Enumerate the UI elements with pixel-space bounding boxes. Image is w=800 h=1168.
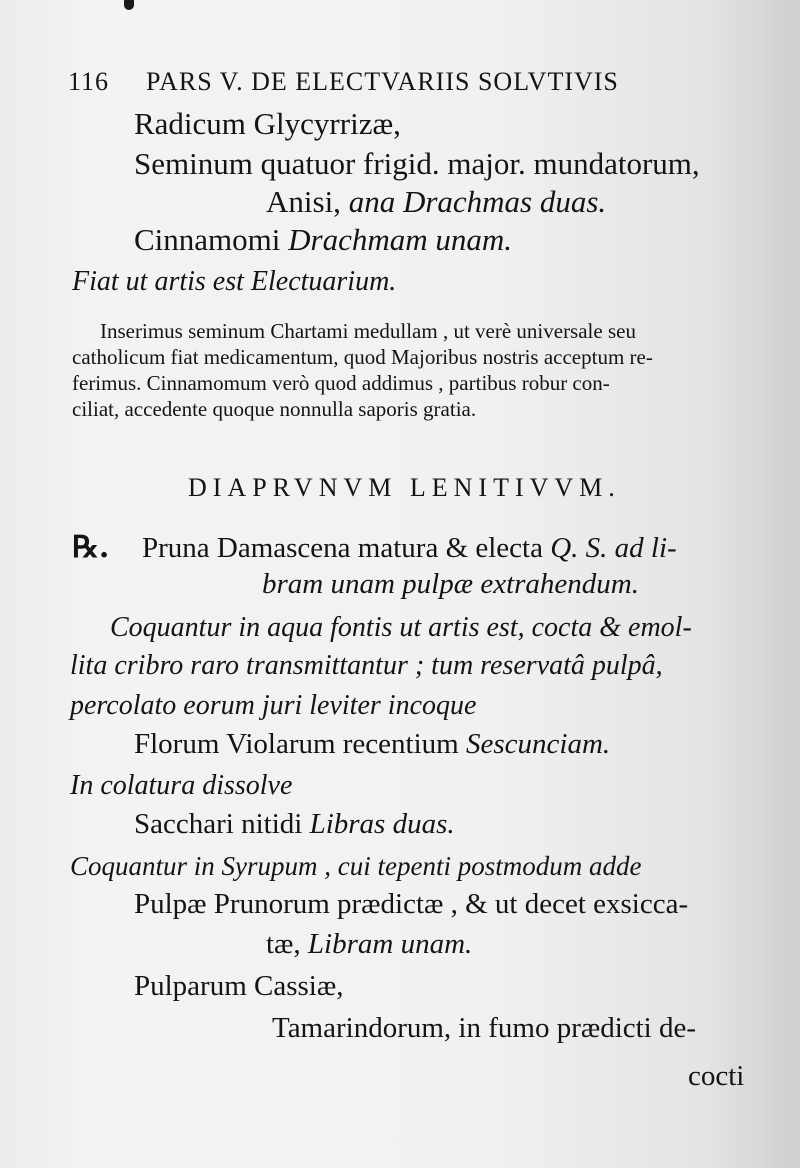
text-line: percolato eorum juri leviter incoque	[70, 690, 477, 721]
running-title: PARS V. DE ELECTVARIIS SOLVTIVIS	[146, 67, 619, 96]
ink-blot	[124, 0, 134, 10]
text-line: Radicum Glycyrrizæ,	[134, 106, 401, 141]
note-line: ciliat, accedente quoque nonnulla saporis gratia.	[72, 397, 477, 421]
catchword: cocti	[688, 1060, 745, 1092]
text-line: Pulpæ Prunorum prædictæ , & ut decet exsicca-	[134, 888, 689, 920]
text-line: Fiat ut artis est Electuarium.	[72, 266, 397, 297]
text-line: Florum Violarum recentium Sescunciam.	[134, 728, 611, 760]
text-line: bram unam pulpæ extrahendum.	[262, 568, 639, 600]
text-line: Seminum quatuor frigid. major. mundatorum,	[134, 146, 700, 181]
text-line: Pruna Damascena matura & electa Q. S. ad li-	[142, 532, 677, 564]
recipe-symbol: ℞.	[72, 530, 110, 565]
text-line: tæ, Libram unam.	[266, 928, 473, 960]
text-line: Coquantur in Syrupum , cui tepenti postmodum adde	[70, 851, 642, 881]
text-line: Pulparum Cassiæ,	[134, 970, 344, 1002]
note-line: Inserimus seminum Chartami medullam , ut verè universale seu	[100, 319, 636, 343]
text-line: In colatura dissolve	[70, 770, 293, 801]
show-through-texture	[560, 112, 760, 136]
text-line: Coquantur in aqua fontis ut artis est, cocta & emol-	[110, 612, 692, 643]
text-line: Tamarindorum, in fumo prædicti de-	[272, 1012, 697, 1044]
text-line: Anisi, ana Drachmas duas.	[266, 184, 607, 219]
text-line: Sacchari nitidi Libras duas.	[134, 808, 455, 840]
note-line: ferimus. Cinnamomum verò quod addimus , partibus robur con-	[72, 371, 610, 395]
text-line: Cinnamomi Drachmam unam.	[134, 222, 513, 257]
page-number: 116	[68, 67, 110, 96]
section-title: DIAPRVNVM LENITIVVM.	[188, 473, 621, 502]
text-line: lita cribro raro transmittantur ; tum reservatâ pulpâ,	[70, 650, 663, 681]
note-line: catholicum fiat medicamentum, quod Majoribus nostris acceptum re-	[72, 345, 653, 369]
